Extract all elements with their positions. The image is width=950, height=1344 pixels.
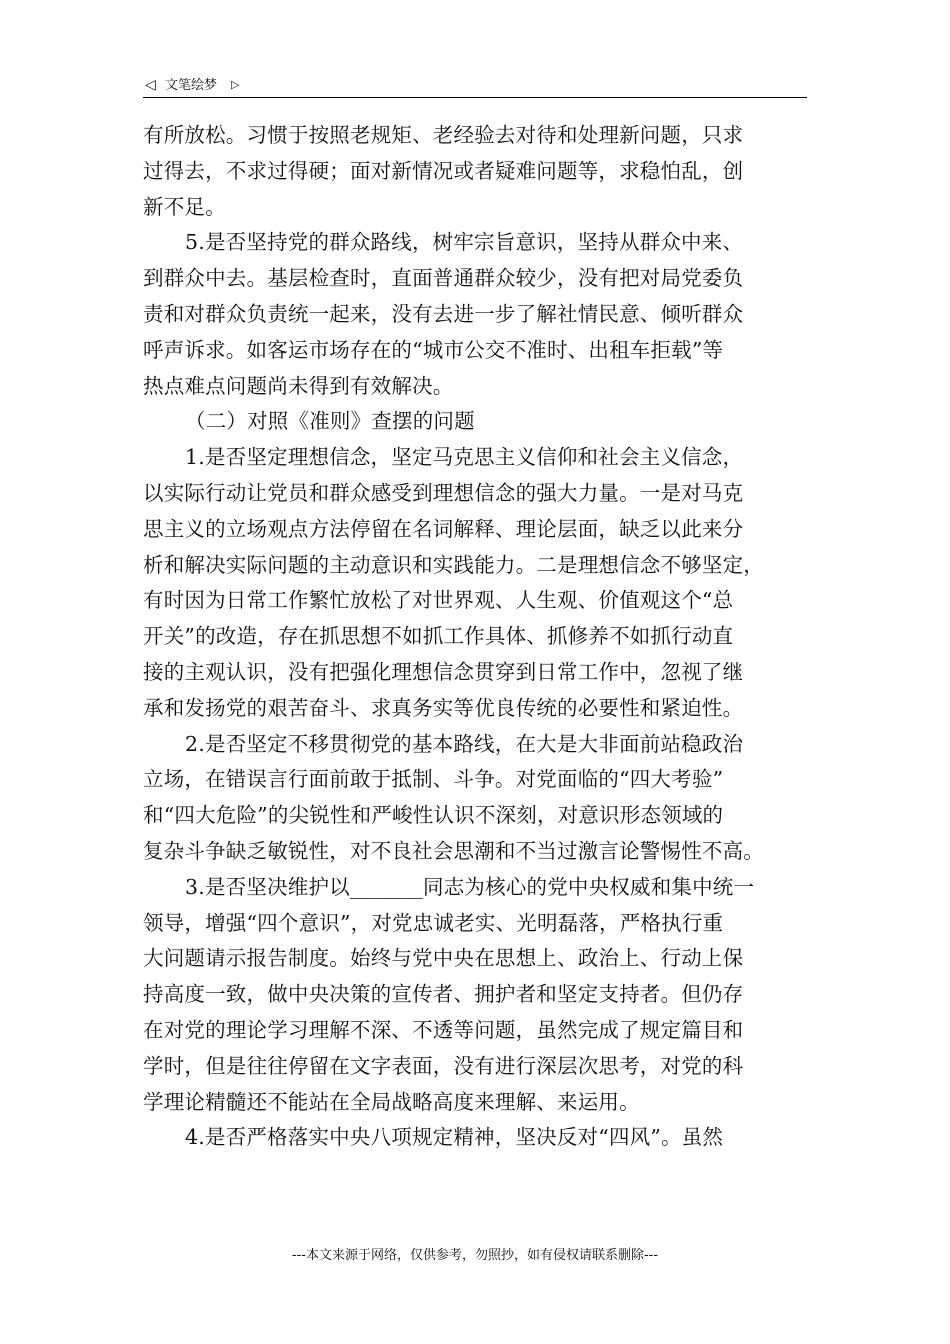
section-heading: （二）对照《准则》查摆的问题	[185, 409, 475, 434]
document-body	[143, 118, 807, 1156]
page-header	[143, 74, 807, 98]
text-line: 以实际行动让党员和群众感受到理想信念的强大力量。一是对马克	[143, 480, 744, 505]
text-line: 领导，增强“四个意识”，对党忠诚老实、光明磊落，严格执行重	[143, 910, 724, 935]
text-line: 析和解决实际问题的主动意识和实践能力。二是理想信念不够坚定，	[143, 552, 764, 577]
text-line: 1.是否坚定理想信念，坚定马克思主义信仰和社会主义信念，	[185, 445, 744, 470]
text-line: 学理论精髓还不能站在全局战略高度来理解、来运用。	[143, 1089, 640, 1114]
text-line: 责和对群众负责统一起来，没有去进一步了解社情民意、倾听群众	[143, 301, 744, 326]
text-line: 思主义的立场观点方法停留在名词解释、理论层面，缺乏以此来分	[143, 516, 744, 541]
header-title: 文笔绘梦	[165, 78, 218, 93]
text-line: 大问题请示报告制度。始终与党中央在思想上、政治上、行动上保	[143, 946, 744, 971]
text-line: 持高度一致，做中央决策的宣传者、拥护者和坚定支持者。但仍存	[143, 982, 744, 1007]
text-line: 立场，在错误言行面前敢于抵制、斗争。对党面临的“四大考验”	[143, 767, 724, 792]
text-line: 4.是否严格落实中央八项规定精神，坚决反对“四风”。虽然	[185, 1125, 724, 1150]
right-triangle-icon: ▷	[231, 78, 240, 91]
text-line: 2.是否坚定不移贯彻党的基本路线，在大是大非面前站稳政治	[185, 731, 744, 756]
left-triangle-icon: ◁	[145, 77, 156, 93]
text-line: 承和发扬党的艰苦奋斗、求真务实等优良传统的必要性和紧迫性。	[143, 695, 744, 720]
text-line: 3.是否坚决维护以_______同志为核心的党中央权威和集中统一	[185, 874, 755, 899]
text-line: 有所放松。习惯于按照老规矩、老经验去对待和处理新问题，只求	[143, 123, 744, 147]
text-line: 和“四大危险”的尖锐性和严峻性认识不深刻，对意识形态领域的	[143, 803, 724, 828]
text-line: 5.是否坚持党的群众路线，树牢宗旨意识，坚持从群众中来、	[185, 230, 744, 255]
text-line: 复杂斗争缺乏敏锐性，对不良社会思潮和不当过激言论警惕性不高。	[143, 838, 764, 863]
text-line: 接的主观认识，没有把强化理想信念贯穿到日常工作中，忽视了继	[143, 659, 744, 684]
text-line: 开关”的改造，存在抓思想不如抓工作具体、抓修养不如抓行动直	[143, 624, 734, 649]
text-line: 学时，但是往往停留在文字表面，没有进行深层次思考，对党的科	[143, 1053, 744, 1078]
text-line: 有时因为日常工作繁忙放松了对世界观、人生观、价值观这个“总	[143, 588, 734, 613]
text-line: 新不足。	[143, 194, 226, 219]
page-footer: ---本文来源于网络，仅供参考，勿照抄，如有侵权请联系删除---	[291, 1248, 659, 1263]
text-line: 过得去，不求过得硬；面对新情况或者疑难问题等，求稳怕乱，创	[143, 158, 744, 183]
text-line: 到群众中去。基层检查时，直面普通群众较少，没有把对局党委负	[143, 266, 744, 291]
text-line: 呼声诉求。如客运市场存在的“城市公交不准时、出租车拒载”等	[143, 337, 724, 362]
text-line: 热点难点问题尚未得到有效解决。	[143, 373, 454, 398]
header-divider	[143, 97, 807, 98]
text-line: 在对党的理论学习理解不深、不透等问题，虽然完成了规定篇目和	[143, 1017, 744, 1042]
